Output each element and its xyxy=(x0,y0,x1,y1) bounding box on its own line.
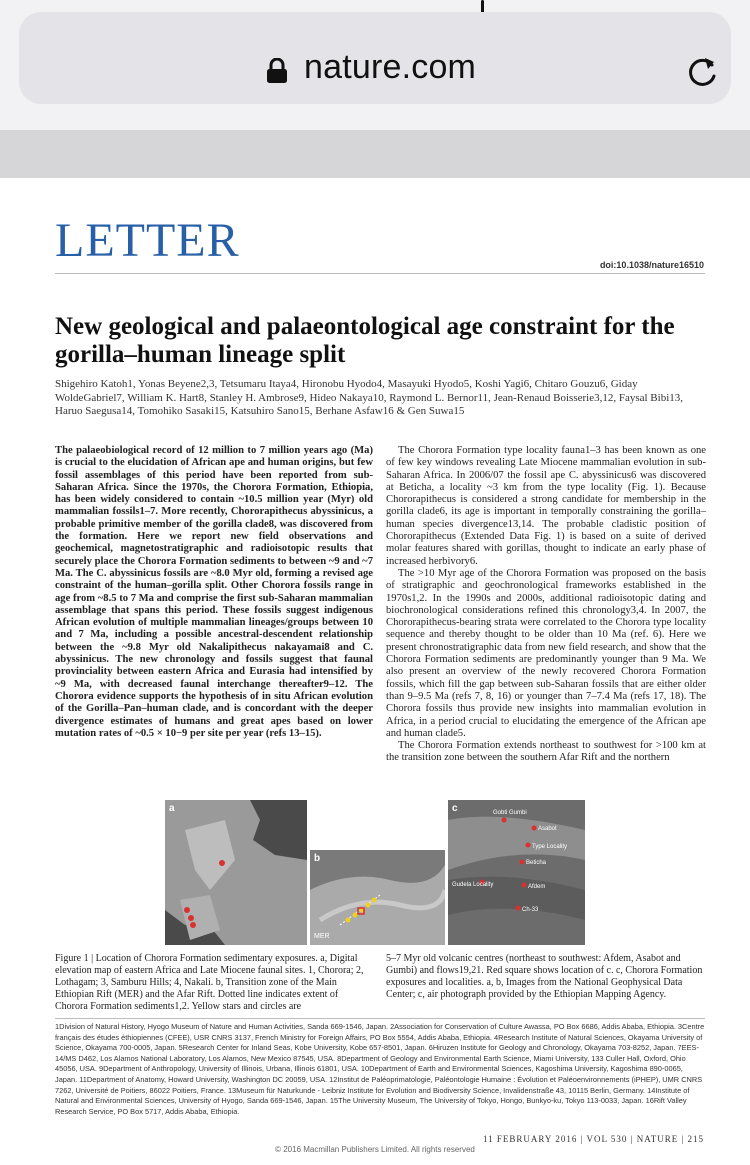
site-marker xyxy=(190,922,196,928)
map-label: Gobti Gumbi xyxy=(493,810,527,816)
site-marker xyxy=(188,915,194,921)
body-paragraph: The Chorora Formation type locality fauna1–3 has been known as one of few key windows revealing Late Miocene mammalian evolution in sub-Saharan Africa. In 2006/07 the fossil ape C. abyssinicus6 was discovered at Beticha, a locality ~3 km from the type locality (Fig. 1). Because Chororapithecus is considered a strong candidate for membership in the gorilla clade6, its age is important in temporally constraining the gorilla–human species divergence13,14. The probable cladistic position of Chororapithecus (Extended Data Fig. 1) is based on a suite of derived molar features shared with gorillas, thought to indicate an early phase of increased herbivory6. xyxy=(386,445,706,567)
panel-label: c xyxy=(452,803,458,814)
map-label: Type Locality xyxy=(532,844,568,850)
doi-label[interactable]: doi:10.1038/nature16510 xyxy=(599,260,704,270)
browser-chrome xyxy=(0,0,750,130)
footnote-rule xyxy=(55,1018,705,1019)
figure-1[interactable] xyxy=(165,800,585,945)
address-bar[interactable] xyxy=(19,12,731,104)
figure-caption: Figure 1 | Location of Chorora Formation sedimentary exposures. a, Digital elevation map of eastern Africa and Late Miocene faunal sites. 1, Chorora; 2, Lothagam; 3, Samburu Hills; 4, Nakali. b, Transition zone of the Main Ethiopian Rift (MER) and the Afar Rift. Dotted line indicates extent of Chorora Formation sediments1,2. Yellow stars and circles are xyxy=(55,953,364,1012)
url-text: nature.com xyxy=(304,48,477,86)
map-label: Afdem xyxy=(528,884,546,890)
lock-icon xyxy=(266,58,288,84)
body-paragraph: The Chorora Formation extends northeast to southwest for >100 km at the transition zone between the southern Afar Rift and the northern xyxy=(386,740,706,764)
copyright: © 2016 Macmillan Publishers Limited. All rights reserved xyxy=(275,1145,475,1154)
mer-label: MER xyxy=(314,933,330,940)
abstract-text: The palaeobiological record of 12 million to 7 million years ago (Ma) is crucial to the elucidation of African ape and human origins, but few fossil assemblages of this period have been reported from sub-Saharan Africa. Since the 1970s, the Chorora Formation, Ethiopia, has been widely considered to contain ~10.5 million year (Myr) old mammalian fossils1–7. More recently, Chororapithecus abyssinicus, a probable primitive member of the gorilla clade8, was discovered from the formation. Here we report new field observations and geochemical, magnetostratigraphic and radioisotopic results that securely place the Chorora Formation sediments to between ~9 and ~7 Ma. The C. abyssinicus fossils are ~8.0 Myr old, forming a revised age constraint of the human–gorilla split. Other Chorora fossils range in age from ~8.5 to 7 Ma and comprise the first sub-Saharan mammalian assemblage that spans this period. These fossils suggest indigenous African evolution of multiple mammalian lineages/groups between 10 and 7 Ma, including a possible ancestral-descendent relationship between the ~9.8 Myr old Nakalipithecus nakayamai8 and C. abyssinicus. The new chronology and fossils suggest that faunal provinciality between eastern Africa and Eurasia had intensified by ~9 Ma, with decreased faunal interchange thereafter9–12. The Chorora evidence supports the hypothesis of in situ African evolution of the Gorilla–Pan–human clade, and is concordant with the deeper divergence estimates of humans and great apes based on lower mutation rates of ~0.5 × 10−9 per site per year (refs 13–15). xyxy=(55,445,373,739)
abstract xyxy=(55,445,373,740)
header-rule xyxy=(55,273,705,274)
issue-info: 11 FEBRUARY 2016 | VOL 530 | NATURE | 215 xyxy=(483,1134,704,1144)
article-title: New geological and palaeontological age constraint for the gorilla–human lineage split xyxy=(55,313,675,368)
map-a-image xyxy=(165,800,307,945)
reload-icon[interactable] xyxy=(685,54,721,90)
section-heading: LETTER xyxy=(55,214,240,267)
affiliations: 1Division of Natural History, Hyogo Museum of Nature and Human Activities, Sanda 669-1546, Japan. 2Association for Conservation of Culture Awassa, PO Box 6686, Addis Ababa, Ethiopia. 3Centre français des études éthiopiennes (CFEE), USR CNRS 3137, French Ministry for Foreign Affairs, PO Box 5554, Addis Ababa, Ethiopia. 4Research Institute of Natural Sciences, Okayama University of Science, Okayama 700-0005, Japan. 5Research Center for Inland Seas, Kobe University, Kobe 657-8501, Japan. 6Hiruzen Institute for Geology and Chronology, Okayama 703-8252, Japan. 7EES-14/MS D462, Los Alamos National Laboratory, Los Alamos, New Mexico 87545, USA. 8Department of Geology and Environmental Earth Science, Miami University, 133 Culler Hall, Oxford, Ohio 45056, USA. 9Department of Anthropology, University of Illinois, Urbana, Illinois 61801, USA. 10Department of Earth and Environmental Sciences, Kagoshima University, Kagoshima 890-0065, Japan. 11Department of Anatomy, Howard University, Washington DC 20059, USA. 12Institut de Paléoprimatologie, Paléontologie Humaine : Évolution et Paléoenvironnements (iPHEP), UMR CNRS 7262, Université de Poitiers, 86022 Poitiers, France. 13Museum für Naturkunde - Leibniz Institute for Evolution and Biodiversity Science, Invalidenstraße 43, 10115 Berlin, Germany. 14Institute of Natural and Environmental Sciences, University of Hyogo, Sanda 669-1546, Japan. 15The University Museum, The University of Tokyo, Hongo, Bunkyo-ku, Tokyo 113-0033, Japan. 16Rift Valley Research Service, PO Box 5717, Addis Ababa, Ethiopia. xyxy=(55,1022,705,1116)
figure-panel-a xyxy=(165,800,307,945)
body-paragraph: The >10 Myr age of the Chorora Formation was proposed on the basis of stratigraphic and geochronological frameworks established in the 1970s1,2. In the 1990s and 2000s, additional radioisotopic dating and biochronological considerations refined this chronology3,4. In 2007, the Chororapithecus-bearing strata were correlated to the Chorora type locality sequence and thereby thought to be older than 10 Ma (ref. 6). Here we present chronostratigraphic data from new field research, and show that the Chorora Formation sediments are predominantly younger than 9 Ma. We also present an overview of the newly recovered Chorora Formation fossils, which fill the gap between sub-Saharan fossils that are either older than 9–9.5 Ma (refs 7, 8, 16) or younger than 7–7.4 Ma (refs 17, 18). The Chorora fossils thus provide new insights into mammalian evolution in Africa, in a period crucial to elucidating the emergence of the African ape and human clade5. xyxy=(386,567,706,739)
figure-panel-c xyxy=(448,800,585,945)
toolbar-divider xyxy=(0,130,750,178)
map-label: Gudela Locality xyxy=(452,882,494,888)
figure-panel-b xyxy=(310,850,445,945)
panel-label: a xyxy=(169,803,175,814)
map-c-image xyxy=(448,800,585,945)
map-label: Beticha xyxy=(526,860,547,866)
map-label: Ch-33 xyxy=(522,907,539,913)
author-list: Shigehiro Katoh1, Yonas Beyene2,3, Tetsumaru Itaya4, Hironobu Hyodo4, Masayuki Hyodo5, Koshi Yagi6, Chitaro Gouzu6, Giday WoldeGabriel7, William K. Hart8, Stanley H. Ambrose9, Hideo Nakaya10, Raymond L. Bernor11, Jean-Renaud Boisserie3,12, Faysal Bibi13, Haruo Saegusa14, Tomohiko Sasaki15, Katsuhiro Sano15, Berhane Asfaw16 & Gen Suwa15 xyxy=(55,378,683,417)
map-b-image xyxy=(310,850,445,945)
figure-caption-continued: 5–7 Myr old volcanic centres (northeast to southwest: Afdem, Asabot and Gumbi) and flows19,21. Red square shows location of c. c, Chorora Formation exposures and localities. a, b, Images from the National Geophysical Data Center; c, air photograph provided by the Ethiopian Mapping Agency. xyxy=(386,953,703,1000)
site-marker xyxy=(219,860,225,866)
site-marker xyxy=(184,907,190,913)
panel-label: b xyxy=(314,853,321,864)
body-text xyxy=(386,445,706,765)
map-label: Asabot xyxy=(538,826,557,832)
